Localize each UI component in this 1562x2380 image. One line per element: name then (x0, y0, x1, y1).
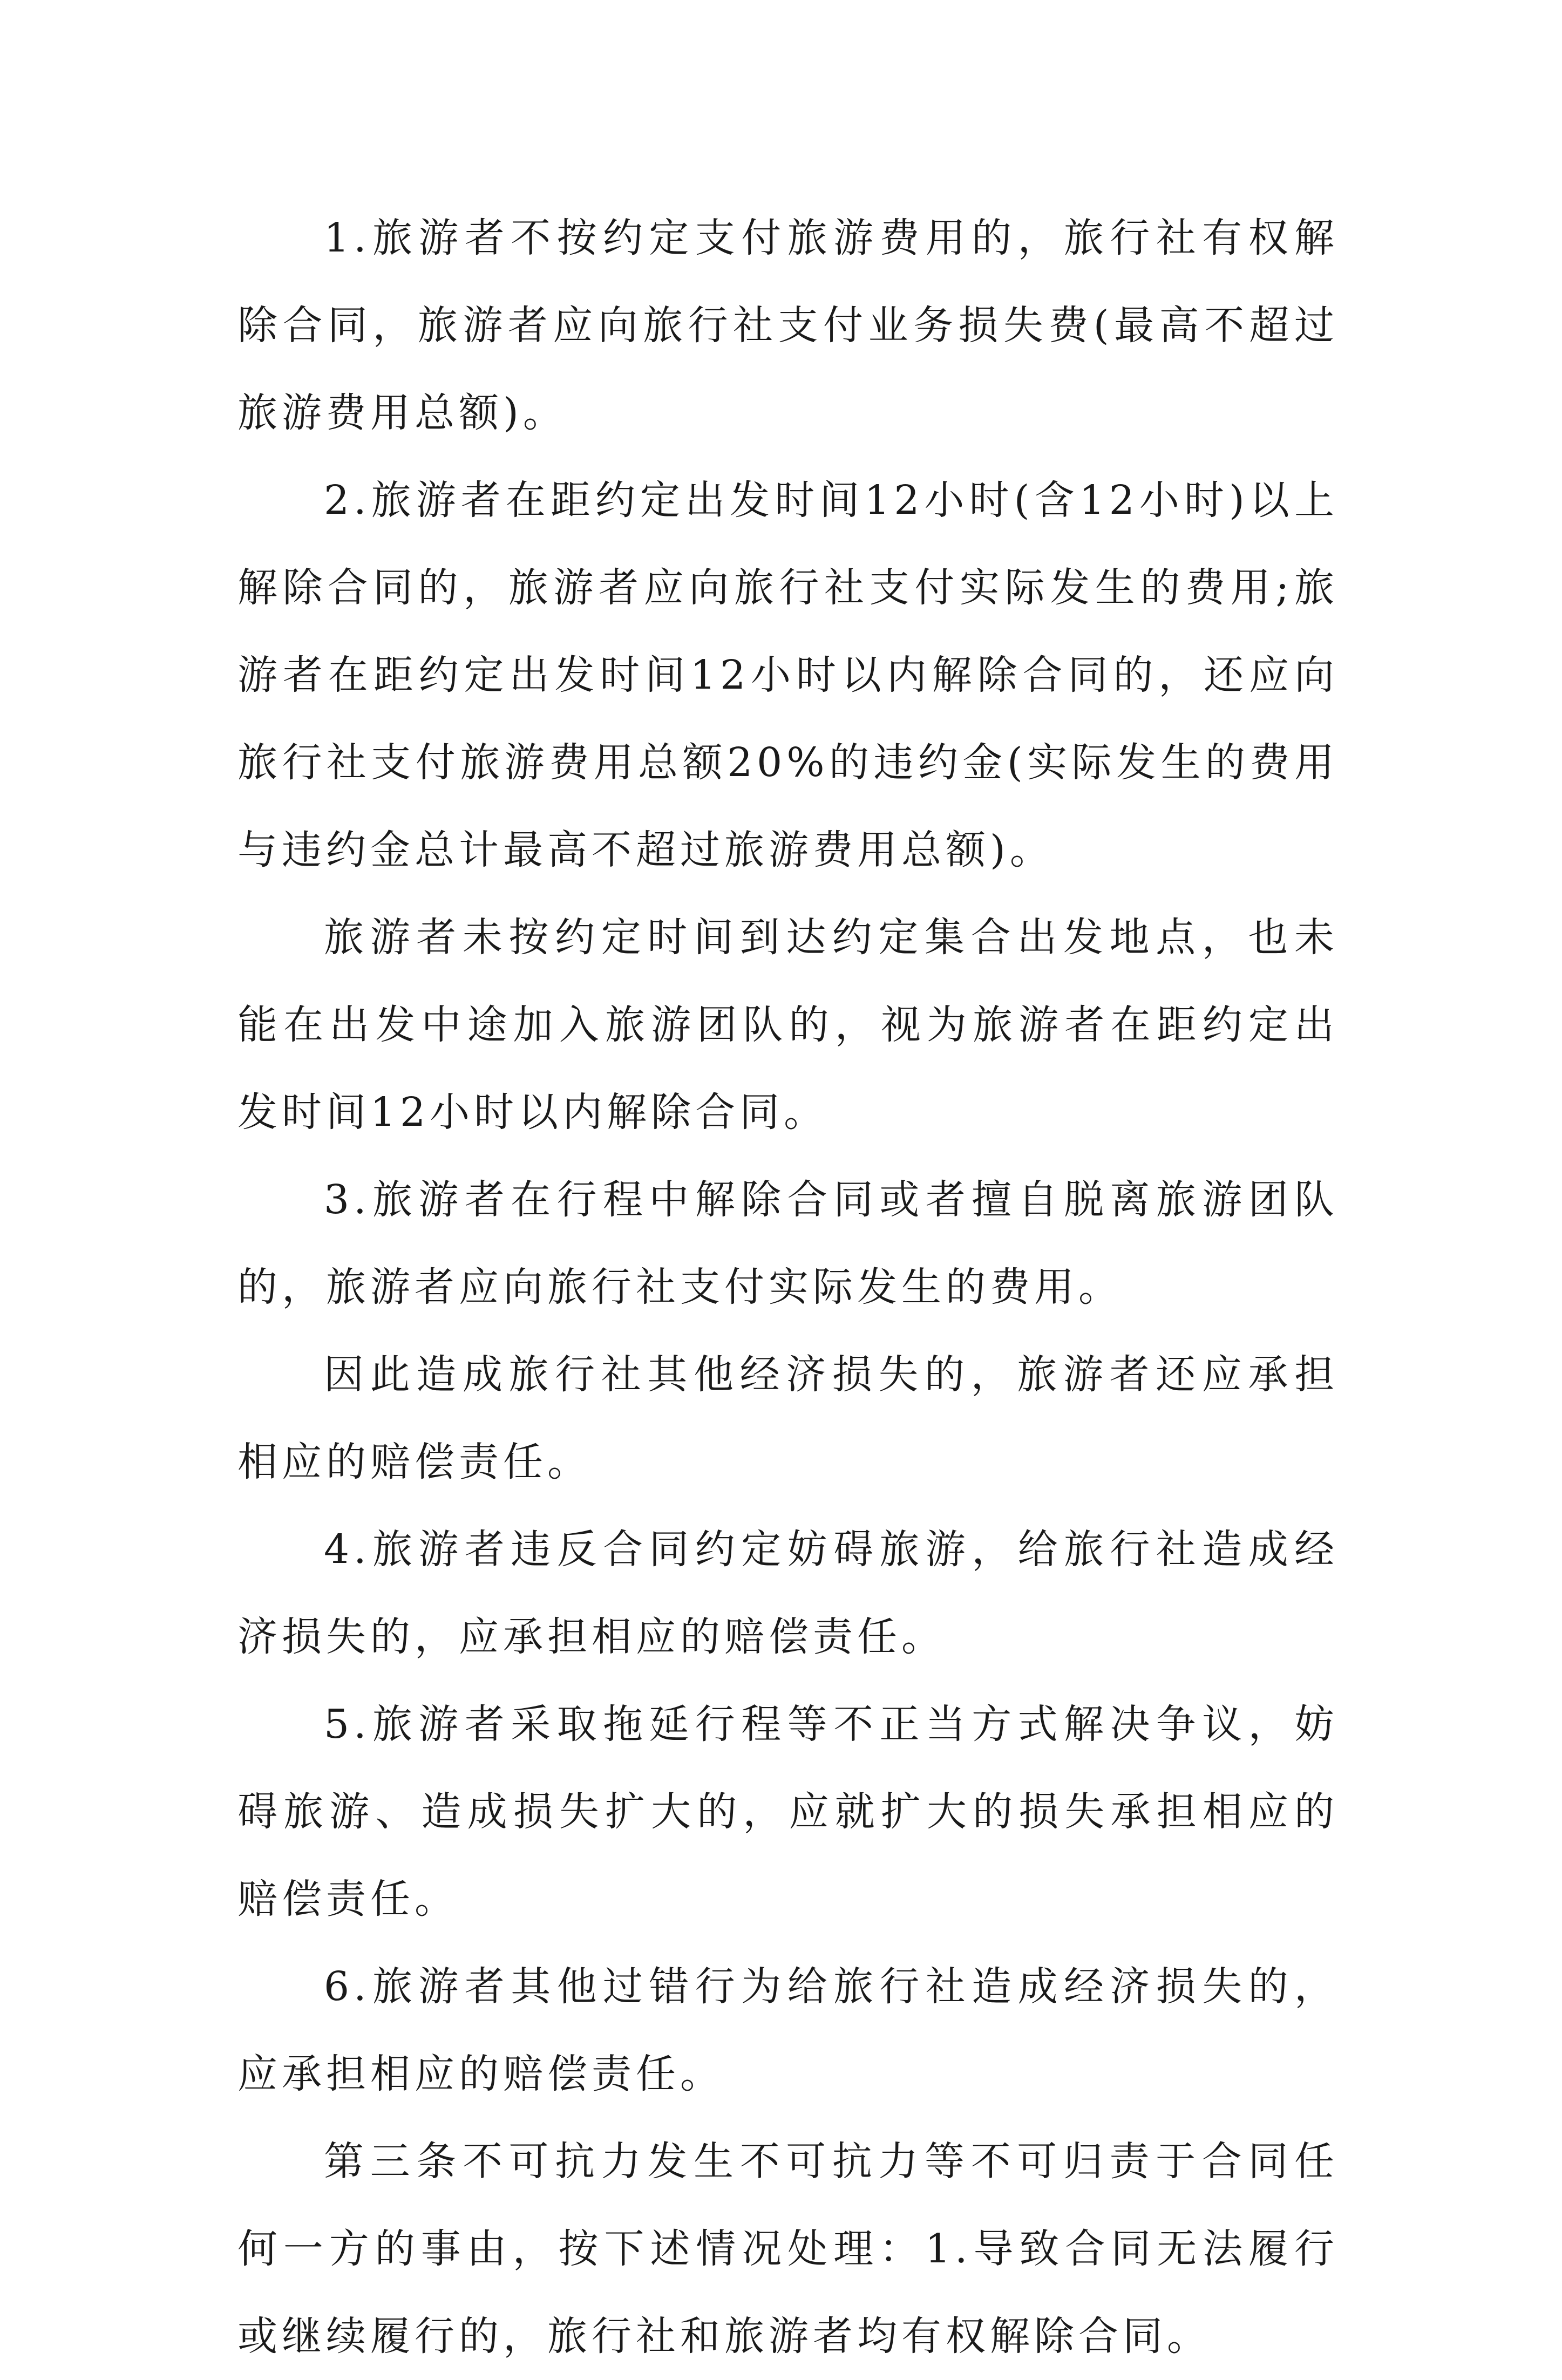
paragraph-8: 6.旅游者其他过错行为给旅行社造成经济损失的，应承担相应的赔偿责任。 (237, 1963, 1339, 2097)
paragraph-1: 1.旅游者不按约定支付旅游费用的，旅行社有权解除合同，旅游者应向旅行社支付业务损失费(最高不超过旅游费用总额)。 (237, 215, 1339, 436)
paragraph-4: 3.旅游者在行程中解除合同或者擅自脱离旅游团队的，旅游者应向旅行社支付实际发生的费用。 (237, 1177, 1339, 1310)
paragraph-7: 5.旅游者采取拖延行程等不正当方式解决争议，妨碍旅游、造成损失扩大的，应就扩大的损失承担相应的赔偿责任。 (237, 1701, 1339, 1922)
document-body (237, 194, 1339, 2380)
paragraph-2: 2.旅游者在距约定出发时间12小时(含12小时)以上解除合同的，旅游者应向旅行社支付实际发生的费用;旅游者在距约定出发时间12小时以内解除合同的，还应向旅行社支付旅游费用总额20%的违约金(实际发生的费用与违约金总计最高不超过旅游费用总额)。 (237, 477, 1339, 873)
paragraph-3: 旅游者未按约定时间到达约定集合出发地点，也未能在出发中途加入旅游团队的，视为旅游者在距约定出发时间12小时以内解除合同。 (237, 914, 1339, 1135)
paragraph-9: 第三条不可抗力发生不可抗力等不可归责于合同任何一方的事由，按下述情况处理：1.导致合同无法履行或继续履行的，旅行社和旅游者均有权解除合同。 (237, 2138, 1339, 2359)
paragraph-5: 因此造成旅行社其他经济损失的，旅游者还应承担相应的赔偿责任。 (237, 1351, 1339, 1485)
paragraph-6: 4.旅游者违反合同约定妨碍旅游，给旅行社造成经济损失的，应承担相应的赔偿责任。 (237, 1526, 1339, 1660)
